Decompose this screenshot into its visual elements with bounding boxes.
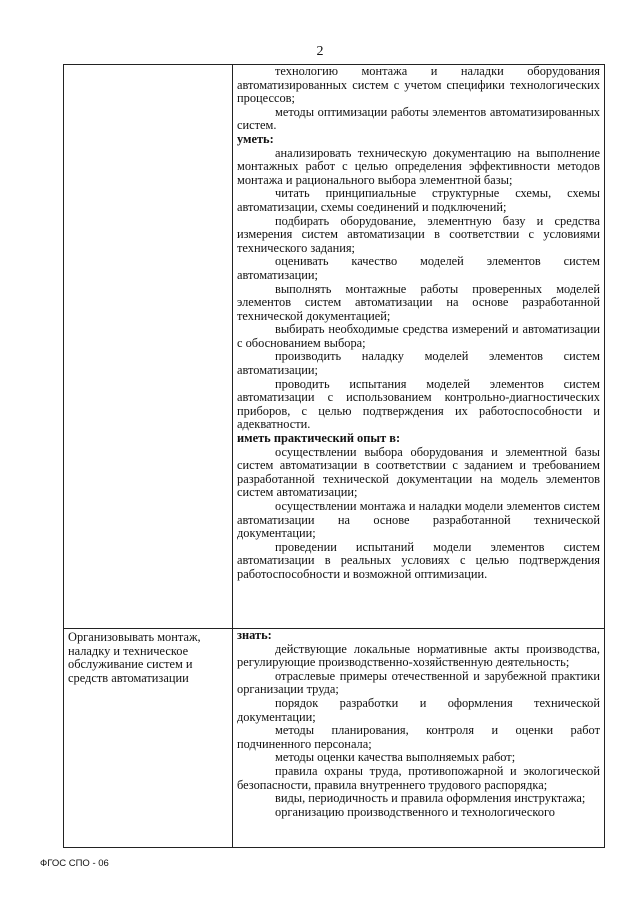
table-row [64,65,605,629]
requirement-paragraph: осуществлении выбора оборудования и элементной базы систем автоматизации в соответствии с заданием и требованием разработанной технической документации на модель элементов систем автоматизации; [237,444,600,500]
requirements-cell [233,65,605,629]
requirement-paragraph: производить наладку моделей элементов систем автоматизации; [237,349,600,378]
section-heading: уметь: [237,131,274,146]
requirement-paragraph: отраслевые примеры отечественной и зарубежной практики организации труда; [237,668,600,697]
requirement-paragraph: виды, периодичность и правила оформления инструктажа; [275,791,586,806]
requirement-paragraph: оценивать качество моделей элементов систем автоматизации; [237,254,600,282]
requirement-paragraph: выполнять монтажные работы проверенных моделей элементов систем автоматизации на основе разработанной технической документацией; [237,281,600,323]
requirement-paragraph: организацию производственного и технологического [275,804,555,819]
table-row [64,629,605,848]
requirement-paragraph: подбирать оборудование, элементную базу и средства измерения систем автоматизации в соответствии с условиями технического задания; [237,213,600,255]
requirement-paragraph: выбирать необходимые средства измерений и автоматизации с обоснованием выбора; [237,322,600,350]
document-code-footer: ФГОС СПО - 06 [40,858,109,869]
requirements-cell [233,629,605,848]
page-number: 2 [316,44,324,59]
requirement-paragraph: осуществлении монтажа и наладки модели элементов систем автоматизации на основе разработанной технической документации; [237,499,600,541]
section-heading: знать: [237,628,272,642]
requirements-list [237,629,600,819]
requirement-paragraph: правила охраны труда, противопожарной и экологической безопасности, правила внутреннего трудового распорядка; [237,763,600,792]
requirement-paragraph: порядок разработки и оформления технической документации; [237,695,600,724]
competency-cell [64,65,233,629]
section-heading: иметь практический опыт в: [237,431,401,446]
requirement-paragraph: действующие локальные нормативные акты производства, регулирующие производственно-хозяйственную деятельность; [237,641,600,670]
requirements-list [237,65,600,582]
requirement-paragraph: проводить испытания моделей элементов систем автоматизации с использованием контрольно-диагностических приборов, с целью подтверждения их работоспособности и адекватности. [237,376,600,432]
requirement-paragraph: методы оценки качества выполняемых работ; [275,750,516,765]
requirement-paragraph: проведении испытаний модели элементов систем автоматизации в реальных условиях с целью подтверждения работоспособности и возможной оптимизации. [237,539,600,581]
requirement-paragraph: методы планирования, контроля и оценки работ подчиненного персонала; [237,723,600,751]
requirement-paragraph: технологию монтажа и наладки оборудования автоматизированных систем с учетом специфики технологических процессов; [237,64,600,106]
requirement-paragraph: анализировать техническую документацию на выполнение монтажных работ с целью определения эффективности методов монтажа и рационального выбора элементной базы; [237,145,600,187]
requirement-paragraph: читать принципиальные структурные схемы, схемы автоматизации, схемы соединений и подключений; [237,186,600,214]
competency-table [63,64,605,848]
competency-cell: Организовывать монтаж, наладку и техническое обслуживание систем и средств автоматизации [64,629,233,848]
requirement-paragraph: методы оптимизации работы элементов автоматизированных систем. [237,104,600,133]
